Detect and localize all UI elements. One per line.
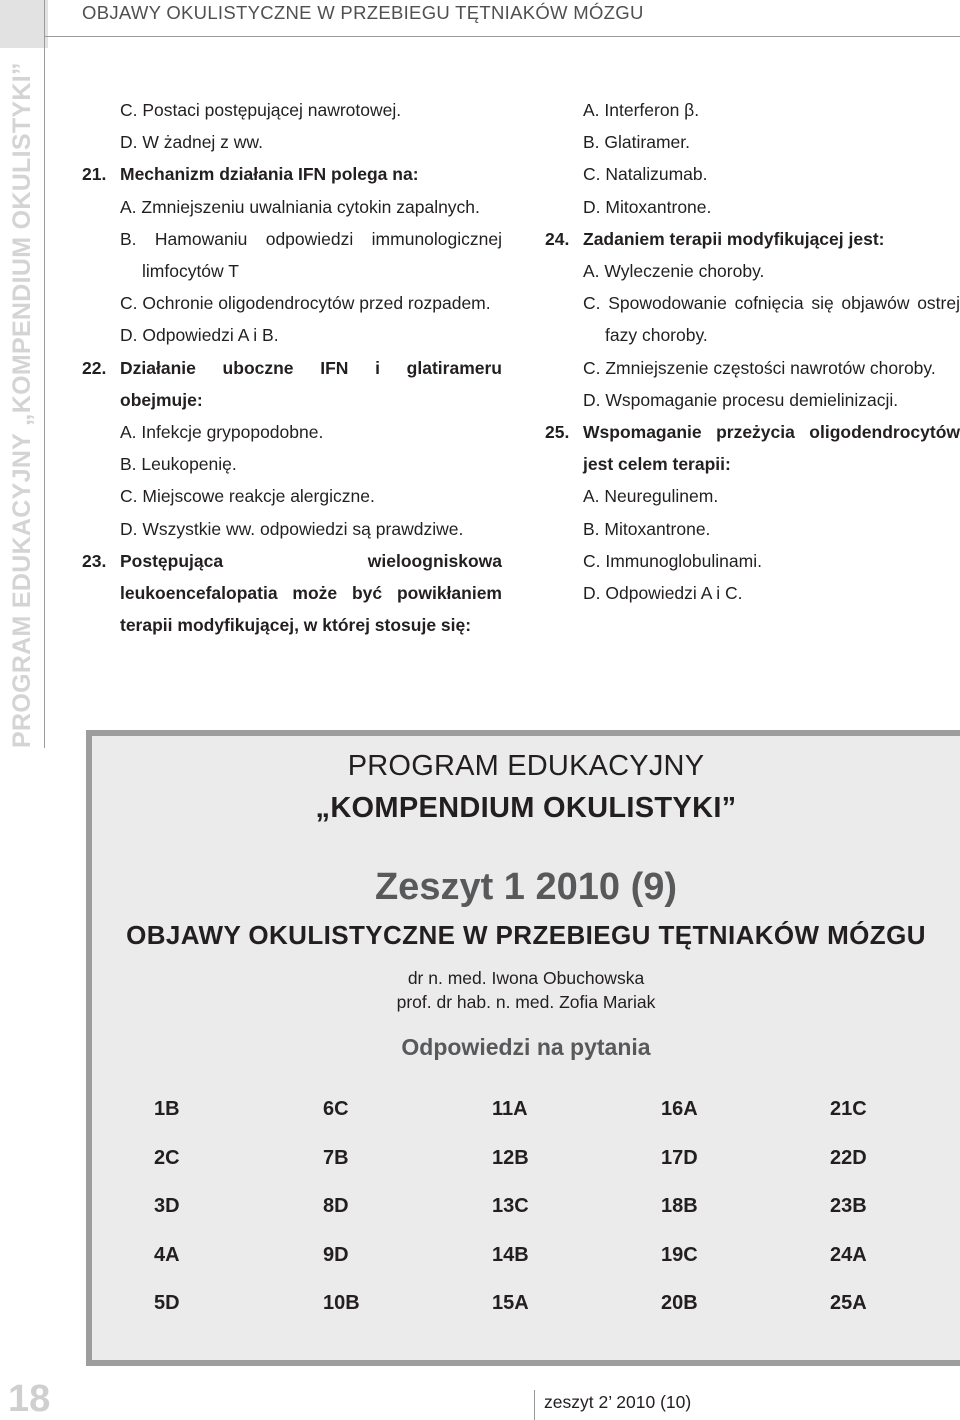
answer-cell: 13C [492, 1195, 529, 1218]
answer-cell: 2C [154, 1146, 180, 1169]
answers-grid [154, 1098, 954, 1341]
answer-option: D. Mitoxantrone. [583, 196, 712, 217]
question-number: 25. [545, 422, 570, 443]
answer-option: D. Odpowiedzi A i B. [120, 325, 279, 346]
answer-option: D. Wszystkie ww. odpowiedzi są prawdziwe. [120, 518, 464, 539]
answer-cell: 16A [661, 1098, 698, 1120]
question-number: 21. [82, 164, 107, 185]
answer-option: C. Immunoglobulinami. [583, 550, 762, 571]
question-text: Mechanizm działania IFN polega na: [120, 164, 419, 185]
answer-key-box [86, 730, 960, 1366]
left-text-column [82, 94, 502, 641]
question-text: Postępująca wieloogniskowa leukoencefalopatia może być powikłaniem terapii modyfikującej, w której stosuje się: [120, 550, 502, 636]
answer-option: C. Postaci postępującej nawrotowej. [120, 100, 402, 120]
answers-heading: Odpowiedzi na pytania [401, 1034, 651, 1060]
answer-cell: 19C [661, 1243, 698, 1266]
page-number: 18 [8, 1378, 51, 1420]
answer-cell: 3D [154, 1195, 180, 1218]
answer-cell: 22D [830, 1146, 867, 1169]
sidebar-vertical-title-text: PROGRAM EDUKACYJNY „KOMPENDIUM OKULISTYKI” [8, 62, 36, 748]
answer-option: B. Mitoxantrone. [583, 518, 711, 539]
answer-cell: 10B [323, 1292, 360, 1315]
answer-cell: 25A [830, 1292, 867, 1315]
answer-option: C. Ochronie oligodendrocytów przed rozpadem. [120, 293, 491, 314]
question-text: Działanie uboczne IFN i glatirameru obejmuje: [120, 357, 502, 410]
answer-cell: 11A [492, 1098, 528, 1120]
running-header-title: OBJAWY OKULISTYCZNE W PRZEBIEGU TĘTNIAKÓW MÓZGU [82, 2, 644, 23]
question-24 [545, 223, 960, 255]
right-text-column [545, 94, 960, 609]
answer-option: A. Interferon β. [583, 100, 700, 120]
answer-option: C. Natalizumab. [583, 164, 708, 185]
answer-option: D. Odpowiedzi A i C. [583, 583, 743, 604]
answer-option: C. Miejscowe reakcje alergiczne. [120, 486, 375, 507]
answer-option: A. Infekcje grypopodobne. [120, 422, 324, 443]
answer-cell: 4A [154, 1243, 180, 1266]
answer-option: C. Zmniejszenie częstości nawrotów choroby. [583, 357, 936, 378]
answer-option: B. Hamowaniu odpowiedzi immunologicznej limfocytów T [120, 228, 502, 282]
answer-option: B. Leukopenię. [120, 454, 237, 475]
answer-cell: 1B [154, 1098, 180, 1120]
answer-cell: 15A [492, 1292, 529, 1315]
question-number: 23. [82, 550, 107, 571]
answer-cell: 23B [830, 1195, 867, 1218]
footer-issue-ref: zeszyt 2’ 2010 (10) [544, 1392, 692, 1412]
answer-option: A. Zmniejszeniu uwalniania cytokin zapalnych. [120, 196, 480, 217]
sidebar-divider [44, 0, 45, 748]
footer-divider [534, 1390, 535, 1420]
answer-option: B. Glatiramer. [583, 132, 690, 153]
answer-option: C. Spowodowanie cofnięcia się objawów ostrej fazy choroby. [583, 293, 960, 346]
answer-option: D. Wspomaganie procesu demielinizacji. [583, 389, 899, 410]
answer-cell: 17D [661, 1146, 698, 1169]
author-line: dr n. med. Iwona Obuchowska [407, 968, 645, 988]
answer-cell: 8D [323, 1195, 349, 1218]
answer-cell: 6C [323, 1098, 349, 1120]
answer-cell: 12B [492, 1146, 529, 1169]
answer-cell: 24A [830, 1243, 867, 1266]
issue-label: Zeszyt 1 2010 (9) [374, 866, 678, 908]
answer-cell: 14B [492, 1243, 529, 1266]
answer-cell: 9D [323, 1243, 349, 1266]
question-number: 24. [545, 228, 570, 249]
question-23 [82, 545, 502, 642]
program-subtitle: „KOMPENDIUM OKULISTYKI” [315, 792, 737, 824]
question-21 [82, 158, 502, 190]
program-title: PROGRAM EDUKACYJNY [347, 750, 705, 782]
answer-cell: 5D [154, 1292, 180, 1315]
answer-cell: 20B [661, 1292, 698, 1315]
answer-cell: 7B [323, 1146, 349, 1169]
question-text: Wspomaganie przeżycia oligodendrocytów jest celem terapii: [583, 422, 960, 475]
answer-option: A. Neuregulinem. [583, 486, 719, 507]
header-divider [44, 36, 960, 37]
question-22 [82, 352, 502, 416]
issue-topic: OBJAWY OKULISTYCZNE W PRZEBIEGU TĘTNIAKÓW MÓZGU [126, 920, 926, 950]
answer-cell: 21C [830, 1098, 867, 1120]
answer-cell: 18B [661, 1195, 698, 1218]
author-line: prof. dr hab. n. med. Zofia Mariak [396, 992, 656, 1012]
header-corner-block [0, 0, 48, 48]
answer-option: D. W żadnej z ww. [120, 132, 263, 153]
question-25 [545, 416, 960, 480]
answer-option: A. Wyleczenie choroby. [583, 261, 765, 282]
question-text: Zadaniem terapii modyfikującej jest: [583, 228, 885, 249]
question-number: 22. [82, 357, 107, 378]
